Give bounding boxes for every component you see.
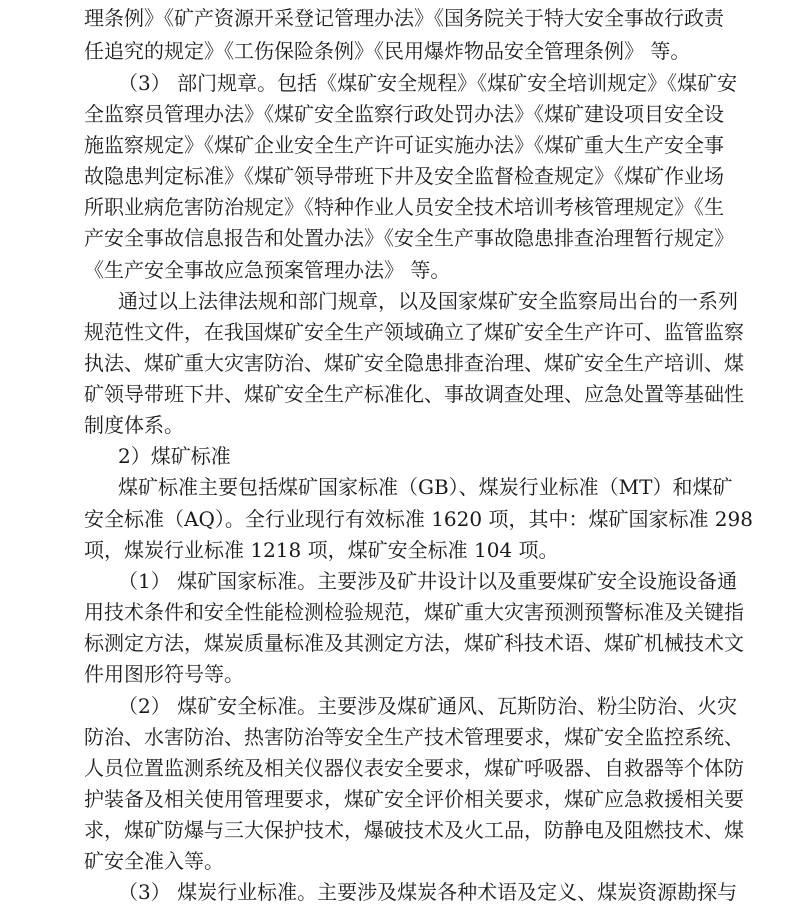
text-line: 所职业病危害防治规定》《特种作业人员安全技术培训考核管理规定》《生: [84, 195, 724, 219]
text-line: 产安全事故信息报告和处置办法》《安全生产事故隐患排查治理暂行规定》: [84, 226, 734, 250]
text-line: 护装备及相关使用管理要求，煤矿安全评价相关要求，煤矿应急救援相关要: [84, 787, 744, 811]
text-line: 《生产安全事故应急预案管理办法》 等。: [84, 258, 451, 282]
text-line: 全监察员管理办法》《煤矿安全监察行政处罚办法》《煤矿建设项目安全设: [84, 102, 724, 126]
text-line: 制度体系。: [84, 413, 184, 437]
text-line: 安全标准（AQ）。全行业现行有效标准 1620 项，其中：煤矿国家标准 298: [84, 507, 753, 531]
text-line: （2） 煤矿安全标准。主要涉及煤矿通风、瓦斯防治、粉尘防治、火灾: [118, 694, 738, 718]
text-line: 求，煤矿防爆与三大保护技术，爆破技术及火工品，防静电及阻燃技术、煤: [84, 818, 744, 842]
text-line: 矿领导带班下井、煤矿安全生产标准化、事故调查处理、应急处置等基础性: [84, 382, 744, 406]
text-line: 任追究的规定》《工伤保险条例》《民用爆炸物品安全管理条例》 等。: [84, 39, 691, 63]
section-heading: 2）煤矿标准: [118, 444, 231, 468]
text-line: 施监察规定》《煤矿企业安全生产许可证实施办法》《煤矿重大生产安全事: [84, 133, 724, 157]
text-line: 通过以上法律法规和部门规章，以及国家煤矿安全监察局出台的一系列: [118, 289, 738, 313]
text-line: 防治、水害防治、热害防治等安全生产技术管理要求，煤矿安全监控系统、: [84, 725, 744, 749]
text-line: 项，煤炭行业标准 1218 项，煤矿安全标准 104 项。: [84, 538, 559, 562]
text-line: （1） 煤矿国家标准。主要涉及矿井设计以及重要煤矿安全设施设备通: [118, 569, 738, 593]
text-line: （3） 煤炭行业标准。主要涉及煤炭各种术语及定义、煤炭资源勘探与: [118, 880, 738, 904]
text-line: 矿安全准入等。: [84, 849, 224, 873]
text-line: 人员位置监测系统及相关仪器仪表安全要求，煤矿呼吸器、自救器等个体防: [84, 756, 744, 780]
text-line: 用技术条件和安全性能检测检验规范，煤矿重大灾害预测预警标准及关键指: [84, 600, 744, 624]
text-line: 煤矿标准主要包括煤矿国家标准（GB）、煤炭行业标准（MT）和煤矿: [118, 475, 733, 499]
text-line: 故隐患判定标准》《煤矿领导带班下井及安全监督检查规定》《煤矿作业场: [84, 164, 724, 188]
text-line: 执法、煤矿重大灾害防治、煤矿安全隐患排查治理、煤矿安全生产培训、煤: [84, 351, 744, 375]
text-line: （3） 部门规章。包括《煤矿安全规程》《煤矿安全培训规定》《煤矿安: [118, 71, 738, 95]
text-line: 件用图形符号等。: [84, 662, 244, 686]
text-line: 标测定方法，煤炭质量标准及其测定方法，煤矿科技术语、煤矿机械技术文: [84, 631, 744, 655]
text-line: 规范性文件，在我国煤矿安全生产领域确立了煤矿安全生产许可、监管监察: [84, 320, 744, 344]
text-line: 理条例》《矿产资源开采登记管理办法》《国务院关于特大安全事故行政责: [84, 6, 724, 30]
